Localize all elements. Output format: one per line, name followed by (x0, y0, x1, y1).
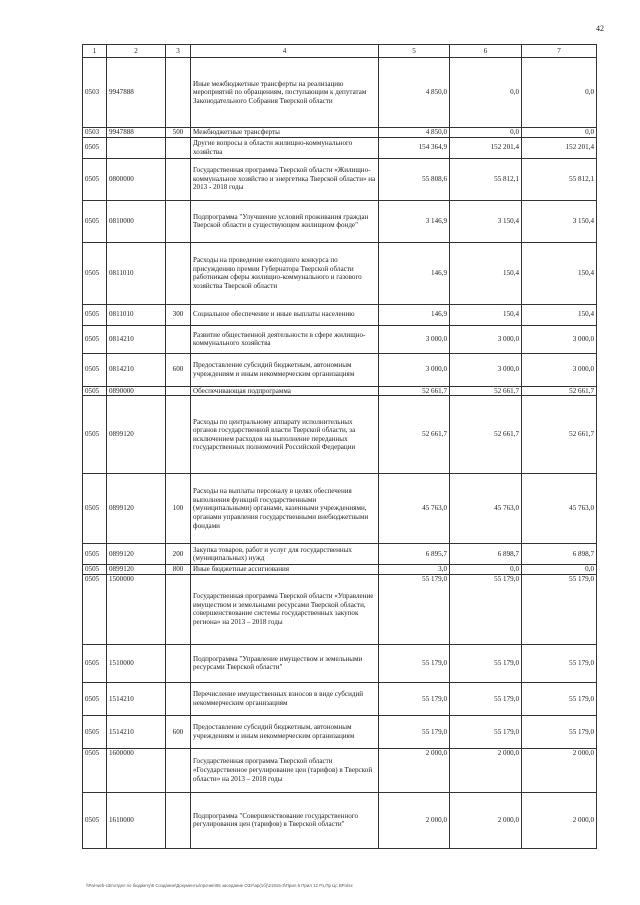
target-article-code: 0811010 (107, 304, 166, 325)
amount-col-6: 3 150,4 (450, 200, 522, 242)
target-article-code: 0811010 (107, 242, 166, 304)
table-row (83, 565, 597, 575)
table-row (83, 574, 597, 644)
amount-col-7: 150,4 (522, 304, 597, 325)
section-code: 0505 (83, 304, 107, 325)
amount-col-7: 52 661,7 (522, 386, 597, 396)
table-row (83, 474, 597, 544)
header-row (83, 45, 597, 58)
section-code: 0505 (83, 158, 107, 200)
amount-col-5: 55 808,6 (379, 158, 450, 200)
target-article-code: 0810000 (107, 200, 166, 242)
expense-type-code (166, 792, 191, 848)
item-name: Расходы по центральному аппарату исполнительных органов государственной власти Тверской области, за исключением расходов на выполнение переданных государственных полномочий Российской Федерации (191, 396, 379, 474)
amount-col-5: 55 179,0 (379, 574, 450, 644)
amount-col-7: 3 000,0 (522, 353, 597, 386)
expense-type-code (166, 158, 191, 200)
expense-type-code (166, 574, 191, 644)
section-code: 0503 (83, 58, 107, 128)
amount-col-5: 55 179,0 (379, 644, 450, 682)
amount-col-5: 52 661,7 (379, 396, 450, 474)
item-name: Государственная программа Тверской области «Жилищно-коммунальное хозяйство и энергетика Тверской области» на 2013 - 2018 годы (191, 158, 379, 200)
table-row (83, 325, 597, 353)
section-code: 0505 (83, 574, 107, 644)
amount-col-6: 55 812,1 (450, 158, 522, 200)
table-row (83, 158, 597, 200)
item-name: Подпрограмма "Управление имуществом и земельными ресурсами Тверской области" (191, 644, 379, 682)
table-row (83, 544, 597, 565)
amount-col-5: 3 000,0 (379, 353, 450, 386)
section-code: 0505 (83, 544, 107, 565)
page-number: 42 (596, 24, 604, 33)
amount-col-5: 3 000,0 (379, 325, 450, 353)
expense-type-code: 100 (166, 474, 191, 544)
item-name: Подпрограмма "Улучшение условий проживания граждан Тверской области в существующем жилищном фонде" (191, 200, 379, 242)
table-row (83, 200, 597, 242)
section-code: 0505 (83, 242, 107, 304)
target-article-code: 1514210 (107, 682, 166, 715)
section-code: 0505 (83, 396, 107, 474)
amount-col-6: 2 000,0 (450, 748, 522, 792)
table-row (83, 715, 597, 748)
section-code: 0505 (83, 682, 107, 715)
item-name: Государственная программа Тверской области «Государственное регулирование цен (тарифов) в Тверской области» на 2013 – 2018 годы (191, 748, 379, 792)
target-article-code: 0899120 (107, 565, 166, 575)
amount-col-6: 55 179,0 (450, 644, 522, 682)
amount-col-6: 52 661,7 (450, 386, 522, 396)
table-row (83, 128, 597, 138)
amount-col-6: 0,0 (450, 128, 522, 138)
amount-col-5: 4 850,0 (379, 128, 450, 138)
amount-col-7: 152 201,4 (522, 137, 597, 158)
item-name: Перечисление имущественных взносов в виде субсидий некоммерческим организациям (191, 682, 379, 715)
amount-col-5: 4 850,0 (379, 58, 450, 128)
target-article-code: 1610000 (107, 792, 166, 848)
expense-type-code (166, 644, 191, 682)
budget-table (82, 44, 597, 849)
item-name: Предоставление субсидий бюджетным, автономным учреждениям и иным некоммерческим организациям (191, 353, 379, 386)
item-name: Предоставление субсидий бюджетным, автономным учреждениям и иным некоммерческим организациям (191, 715, 379, 748)
amount-col-6: 6 898,7 (450, 544, 522, 565)
target-article-code: 1600000 (107, 748, 166, 792)
table-row (83, 792, 597, 848)
section-code: 0505 (83, 644, 107, 682)
expense-type-code: 500 (166, 128, 191, 138)
amount-col-7: 0,0 (522, 565, 597, 575)
section-code: 0505 (83, 386, 107, 396)
target-article-code: 0814210 (107, 353, 166, 386)
amount-col-7: 55 179,0 (522, 644, 597, 682)
item-name: Социальное обеспечение и иные выплаты населению (191, 304, 379, 325)
amount-col-7: 0,0 (522, 58, 597, 128)
table-row (83, 137, 597, 158)
item-name: Государственная программа Тверской области «Управление имуществом и земельными ресурсами Тверской области, совершенствование системы государственных закупок региона» на 2013 – 2018 годы (191, 574, 379, 644)
expense-type-code (166, 58, 191, 128)
amount-col-5: 154 364,9 (379, 137, 450, 158)
section-code: 0505 (83, 565, 107, 575)
expense-type-code (166, 200, 191, 242)
item-name: Иные межбюджетные трансферты на реализацию мероприятий по обращениям, поступающим к депутатам Законодательного Собрания Тверской области (191, 58, 379, 128)
target-article-code: 9947888 (107, 58, 166, 128)
column-header: 3 (166, 45, 191, 58)
amount-col-5: 6 895,7 (379, 544, 450, 565)
target-article-code: 1510000 (107, 644, 166, 682)
expense-type-code: 600 (166, 715, 191, 748)
amount-col-5: 146,9 (379, 304, 450, 325)
section-code: 0505 (83, 200, 107, 242)
section-code: 0505 (83, 325, 107, 353)
amount-col-5: 55 179,0 (379, 682, 450, 715)
column-header: 6 (450, 45, 522, 58)
amount-col-6: 150,4 (450, 304, 522, 325)
table-row (83, 304, 597, 325)
file-path-footer: \\Pal-web-cite\отдел по бюджету\5 Создание\Документы\прочие\06 заседание ОЗУ\ар(1б)\21916-3\Прил 6 Прил 12 Рз,Пр Цс ВР.xlsx (86, 883, 353, 888)
amount-col-7: 6 898,7 (522, 544, 597, 565)
amount-col-6: 3 000,0 (450, 353, 522, 386)
amount-col-7: 3 000,0 (522, 325, 597, 353)
expense-type-code (166, 386, 191, 396)
expense-type-code (166, 682, 191, 715)
column-header: 4 (191, 45, 379, 58)
amount-col-7: 0,0 (522, 128, 597, 138)
table-row (83, 242, 597, 304)
column-header: 7 (522, 45, 597, 58)
amount-col-7: 2 000,0 (522, 792, 597, 848)
item-name: Расходы на выплаты персоналу в целях обеспечения выполнения функций государственными (муниципальными) органами, казенными учреждениями, органами управления государственными внебюджетными фондами (191, 474, 379, 544)
item-name: Межбюджетные трансферты (191, 128, 379, 138)
expense-type-code: 300 (166, 304, 191, 325)
amount-col-5: 52 661,7 (379, 386, 450, 396)
target-article-code: 0800000 (107, 158, 166, 200)
item-name: Иные бюджетные ассигнования (191, 565, 379, 575)
section-code: 0505 (83, 474, 107, 544)
amount-col-7: 55 179,0 (522, 715, 597, 748)
expense-type-code (166, 325, 191, 353)
column-header: 1 (83, 45, 107, 58)
target-article-code: 0890000 (107, 386, 166, 396)
target-article-code: 0899120 (107, 474, 166, 544)
expense-type-code: 200 (166, 544, 191, 565)
column-header: 5 (379, 45, 450, 58)
target-article-code: 1500000 (107, 574, 166, 644)
amount-col-6: 55 179,0 (450, 574, 522, 644)
section-code: 0505 (83, 353, 107, 386)
item-name: Другие вопросы в области жилищно-коммунального хозяйства (191, 137, 379, 158)
amount-col-6: 55 179,0 (450, 715, 522, 748)
table-row (83, 682, 597, 715)
amount-col-7: 55 179,0 (522, 682, 597, 715)
expense-type-code: 800 (166, 565, 191, 575)
expense-type-code (166, 396, 191, 474)
amount-col-7: 3 150,4 (522, 200, 597, 242)
amount-col-6: 3 000,0 (450, 325, 522, 353)
amount-col-5: 3 146,9 (379, 200, 450, 242)
amount-col-7: 55 812,1 (522, 158, 597, 200)
item-name: Подпрограмма "Совершенствование государственного регулирования цен (тарифов) в Тверской области" (191, 792, 379, 848)
amount-col-5: 3,0 (379, 565, 450, 575)
section-code: 0505 (83, 137, 107, 158)
amount-col-5: 146,9 (379, 242, 450, 304)
table-row (83, 386, 597, 396)
amount-col-7: 55 179,0 (522, 574, 597, 644)
table-row (83, 748, 597, 792)
amount-col-6: 0,0 (450, 565, 522, 575)
item-name: Расходы на проведение ежегодного конкурса по присуждению премии Губернатора Тверской области работникам сферы жилищно-коммунального и газового хозяйства Тверской области (191, 242, 379, 304)
table-row (83, 644, 597, 682)
amount-col-6: 52 661,7 (450, 396, 522, 474)
amount-col-5: 45 763,0 (379, 474, 450, 544)
amount-col-6: 152 201,4 (450, 137, 522, 158)
amount-col-5: 2 000,0 (379, 748, 450, 792)
amount-col-7: 150,4 (522, 242, 597, 304)
amount-col-6: 45 763,0 (450, 474, 522, 544)
expense-type-code (166, 748, 191, 792)
target-article-code: 0899120 (107, 396, 166, 474)
amount-col-5: 55 179,0 (379, 715, 450, 748)
target-article-code: 9947888 (107, 128, 166, 138)
item-name: Развитие общественной деятельности в сфере жилищно-коммунального хозяйства (191, 325, 379, 353)
table-row (83, 58, 597, 128)
table-row (83, 396, 597, 474)
section-code: 0505 (83, 748, 107, 792)
column-header: 2 (107, 45, 166, 58)
amount-col-7: 45 763,0 (522, 474, 597, 544)
target-article-code: 0814210 (107, 325, 166, 353)
expense-type-code (166, 242, 191, 304)
amount-col-5: 2 000,0 (379, 792, 450, 848)
section-code: 0503 (83, 128, 107, 138)
item-name: Обеспечивающая подпрограмма (191, 386, 379, 396)
table-row (83, 353, 597, 386)
expense-type-code: 600 (166, 353, 191, 386)
target-article-code: 0899120 (107, 544, 166, 565)
target-article-code (107, 137, 166, 158)
item-name: Закупка товаров, работ и услуг для государственных (муниципальных) нужд (191, 544, 379, 565)
section-code: 0505 (83, 792, 107, 848)
amount-col-7: 2 000,0 (522, 748, 597, 792)
target-article-code: 1514210 (107, 715, 166, 748)
amount-col-6: 150,4 (450, 242, 522, 304)
amount-col-7: 52 661,7 (522, 396, 597, 474)
amount-col-6: 0,0 (450, 58, 522, 128)
section-code: 0505 (83, 715, 107, 748)
amount-col-6: 2 000,0 (450, 792, 522, 848)
expense-type-code (166, 137, 191, 158)
amount-col-6: 55 179,0 (450, 682, 522, 715)
